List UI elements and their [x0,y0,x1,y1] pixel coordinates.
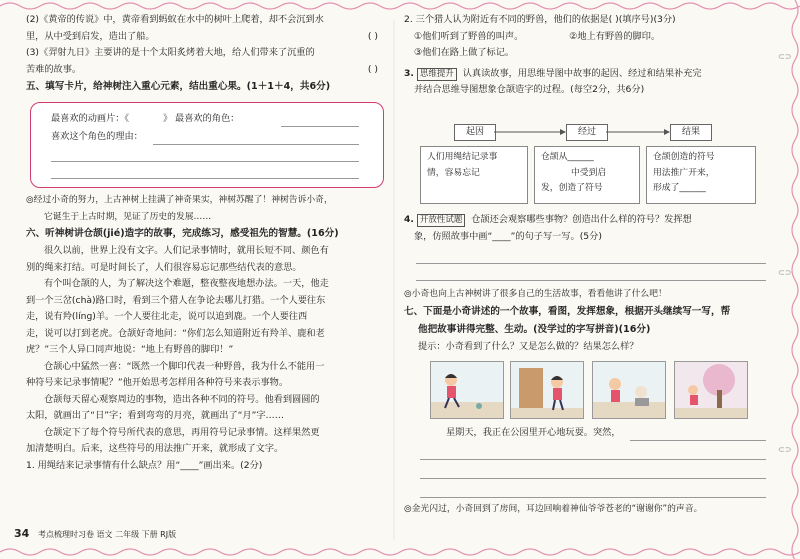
story-tip-3: ◎金光闪过，小奇回到了房间，耳边回响着神仙爷爷苍老的“谢谢你”的声音。 [404,504,703,514]
book-info: 考点梳理时习卷 语文 二年级 下册 RJ版 [38,530,177,539]
reason-line-1[interactable] [153,144,359,145]
favorite-card [30,102,384,188]
question-2-text: (2)《黄帝的传说》中，黄帝看到蚂蚁在水中的树叶上爬着，却不会沉到水 [26,14,324,25]
flow-box-result: 仓颉创造的符号 用法推广开来， 形成了______ [646,146,756,204]
writing-line-1[interactable] [630,440,766,441]
question-3-right-cont: 并结合思维导图想象仓颉造字的过程。(每空2分，共6分) [414,84,645,95]
story-paragraph-4: 仓颉每天留心观察周边的事物，造出各种不同的符号。他看到圆圆的 太阳，就画出了“日”字；看到弯弯的月亮，就画出了“月”字…… [26,393,320,421]
answer-paren[interactable]: ( ) [367,63,378,75]
reason-line-2[interactable] [51,161,359,162]
flow-cause: 起因 [454,124,496,141]
section-7-heading-cont: 他把故事讲得完整、生动。(没学过的字写拼音)(16分) [418,323,651,335]
writing-line-2[interactable] [420,459,766,460]
question-4-block: 4. 开放性试题 仓颉还会观察哪些事物？创造出什么样的符号？发挥想 象，仿照故事中画“____”的句子写一写。(5分) [404,212,774,245]
card-character-label: 》 最喜欢的角色： [162,113,240,124]
question-3-text-cont: 苦难的故事。 [26,63,82,75]
story-paragraph-5: 仓颉定下了每个符号所代表的意思，再用符号记录事情。这样果然更 加清楚明白。后来，这些符号的用法推广开来，就形成了文字。 [26,426,320,454]
answer-paren[interactable]: ( ) [367,30,378,42]
binding-mark: ⊂⊃ [778,52,792,61]
option-2: ②地上有野兽的脚印。 [569,30,661,42]
flow-result: 结果 [670,124,712,141]
card-cartoon-label: 最喜欢的动画片：《 [51,113,130,124]
open-question-tag: 开放性试题 [417,214,466,227]
question-2-text-cont: 里，从中受到启发，造出了船。 [26,30,155,42]
option-3: ③他们在路上做了标记。 [414,47,515,58]
tree-scene-icon [675,362,747,418]
thinking-tag: 思维提升 [417,68,457,81]
answer-line-4b[interactable] [416,280,766,281]
story-picture-2 [510,361,584,419]
writing-line-4[interactable] [420,497,766,498]
story-paragraph-2: 有个叫仓颉的人，为了解决这个难题，整夜整夜地想办法。一天，他走 到一个三岔(chà)路口时，看到三个猎人在争论去哪儿打猎。一个人要往东 走，说有羚(líng)羊。一个人要往北走，说可以追到鹿。一个人要往西 走，说可以打到老虎。仓颉好奇地问：“你们怎么知道附近有羚羊、鹿和老 虎？”三个人异口同声地说：“地上有野兽的脚印！” [26,278,329,355]
boy-and-old-man-icon [593,362,665,418]
story-tip-1-cont: 它诞生于上古时期，见证了历史的发展…… [44,211,212,222]
flow-arrows [494,126,674,138]
binding-mark: ⊂⊃ [778,268,792,277]
flow-process: 经过 [566,124,608,141]
question-4-text-cont: 象，仿照故事中画“____”的句子写一写。(5分) [414,230,602,242]
answer-line-4a[interactable] [416,263,766,264]
boy-running-icon [431,362,503,418]
story-start-text: 星期天，我正在公园里开心地玩耍。突然， [446,427,621,438]
question-3-text: (3)《羿射九日》主要讲的是十个太阳炙烤着大地，给人们带来了沉重的 [26,47,315,58]
question-1: 1. 用绳结来记录事情有什么缺点？用“____”画出来。(2分) [26,459,263,471]
story-tip-2: ◎小奇也向上古神树讲了很多自己的生活故事，看看他讲了什么吧！ [404,289,667,299]
question-2-right: 2. 三个猎人认为附近有不同的野兽，他们的依据是( )(填序号)(3分) [404,14,676,25]
story-paragraph-3: 仓颉心中猛然一喜：“既然一个脚印代表一种野兽，我为什么不能用一 种符号来记录事情呢？”他开始思考怎样用各种符号来表示事物。 [26,360,325,388]
story-picture-4 [674,361,748,419]
boy-at-door-icon [511,362,583,418]
card-reason-label: 喜欢这个角色的理由： [51,131,143,142]
flow-box-process: 仓颉从______ 中受到启 发，创造了符号 [534,146,640,204]
section-7-block [404,286,774,355]
reason-line-3[interactable] [51,178,359,179]
story-picture-3 [592,361,666,419]
right-column: 2. 三个猎人认为附近有不同的野兽，他们的依据是( )(填序号)(3分) ①他们听到了野兽的叫声。 ②地上有野兽的脚印。 ③他们在路上做了标记。 3. 思维提升 认真读故事，用思维导图中故事的起因、经过和结果补充完 并结合思维导图想象仓颉造字的过程。(每空2分，共6分) [404,12,774,99]
question-4-text: 仓颉还会观察哪些事物？创造出什么样的符号？发挥想 [471,214,692,225]
section-6-heading: 六、听神树讲仓颉(jié)造字的故事，完成练习，感受祖先的智慧。(16分) [26,228,339,239]
binding-mark: ⊂⊃ [778,445,792,454]
story-paragraph-1: 很久以前，世界上没有文字。人们记录事情时，就用长短不同、颜色有 别的绳来打结。可是时间长了，人们很容易忘记那些结代表的意思。 [26,245,329,273]
section-5-heading: 五、填写卡片，给神树注入重心元素，结出重心果。(1＋1＋4，共6分) [26,81,331,92]
question-3-right: 认真读故事，用思维导图中故事的起因、经过和结果补充完 [462,67,702,79]
story-tip-1: ◎经过小奇的努力，上古神树上挂满了神奇果实，神树苏醒了！神树告诉小奇， [26,195,333,205]
story-picture-1 [430,361,504,419]
section-7-heading: 七、下面是小奇讲述的一个故事，看图，发挥想象，根据开头继续写一写，帮 [404,305,731,317]
option-1: ①他们听到了野兽的叫声。 [414,30,524,42]
flow-box-cause: 人们用绳结记录事 情，容易忘记 [420,146,528,204]
writing-line-3[interactable] [420,478,766,479]
left-column [26,12,386,474]
page-number: 34 [14,527,30,540]
character-blank-line[interactable] [281,126,359,127]
writing-hint: 提示：小奇看到了什么？又是怎么做的？结果怎么样？ [418,340,639,352]
